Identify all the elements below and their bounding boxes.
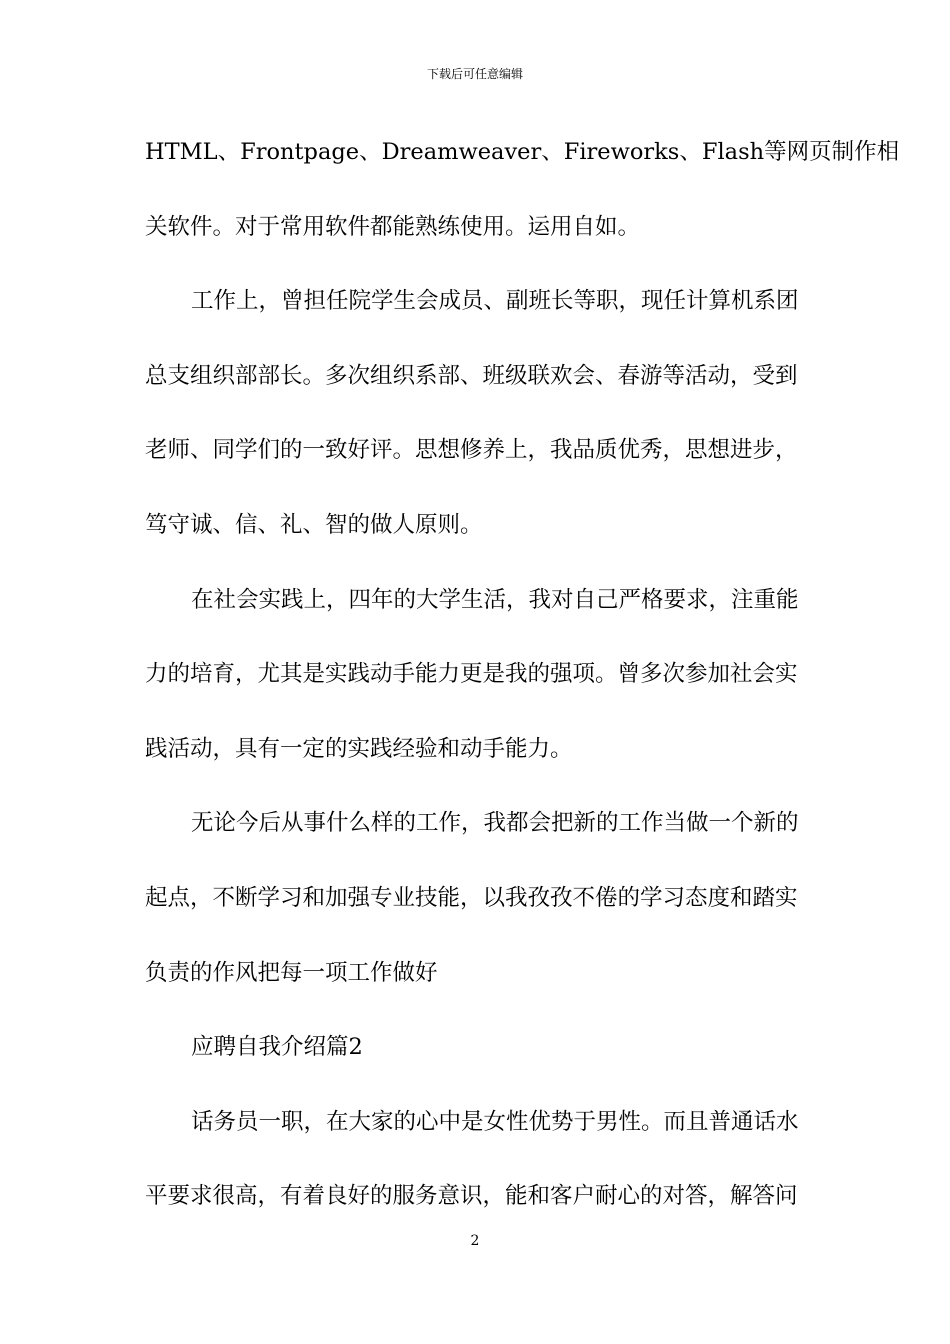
text-line-15: 平要求很高，有着良好的服务意识，能和客户耐心的对答，解答问 bbox=[145, 1183, 798, 1210]
text-line-3: 工作上，曾担任院学生会成员、副班长等职，现任计算机系团 bbox=[191, 288, 799, 315]
section-heading: 应聘自我介绍篇2 bbox=[191, 1034, 363, 1061]
page-number: 2 bbox=[470, 1233, 480, 1249]
text-line-4: 总支组织部部长。多次组织系部、班级联欢会、春游等活动，受到 bbox=[145, 362, 798, 389]
text-line-2: 关软件。对于常用软件都能熟练使用。运用自如。 bbox=[145, 213, 641, 240]
text-line-6: 笃守诚、信、礼、智的做人原则。 bbox=[145, 511, 483, 538]
text-line-11: 起点，不断学习和加强专业技能，以我孜孜不倦的学习态度和踏实 bbox=[145, 884, 798, 911]
text-line-1: HTML、Frontpage、Dreamweaver、Fireworks、Flash等网页制作相 bbox=[145, 139, 900, 165]
page-header: 下载后可任意编辑 bbox=[426, 67, 523, 81]
text-line-9: 践活动，具有一定的实践经验和动手能力。 bbox=[145, 735, 573, 762]
text-line-5: 老师、同学们的一致好评。思想修养上，我品质优秀，思想进步， bbox=[145, 437, 798, 464]
document-body bbox=[145, 132, 900, 1251]
text-line-10: 无论今后从事什么样的工作，我都会把新的工作当做一个新的 bbox=[191, 810, 799, 837]
text-line-12: 负责的作风把每一项工作做好 bbox=[145, 959, 438, 986]
text-line-14: 话务员一职，在大家的心中是女性优势于男性。而且普通话水 bbox=[191, 1108, 799, 1135]
text-line-7: 在社会实践上，四年的大学生活，我对自己严格要求，注重能 bbox=[191, 586, 799, 613]
text-line-8: 力的培育，尤其是实践动手能力更是我的强项。曾多次参加社会实 bbox=[145, 661, 798, 688]
